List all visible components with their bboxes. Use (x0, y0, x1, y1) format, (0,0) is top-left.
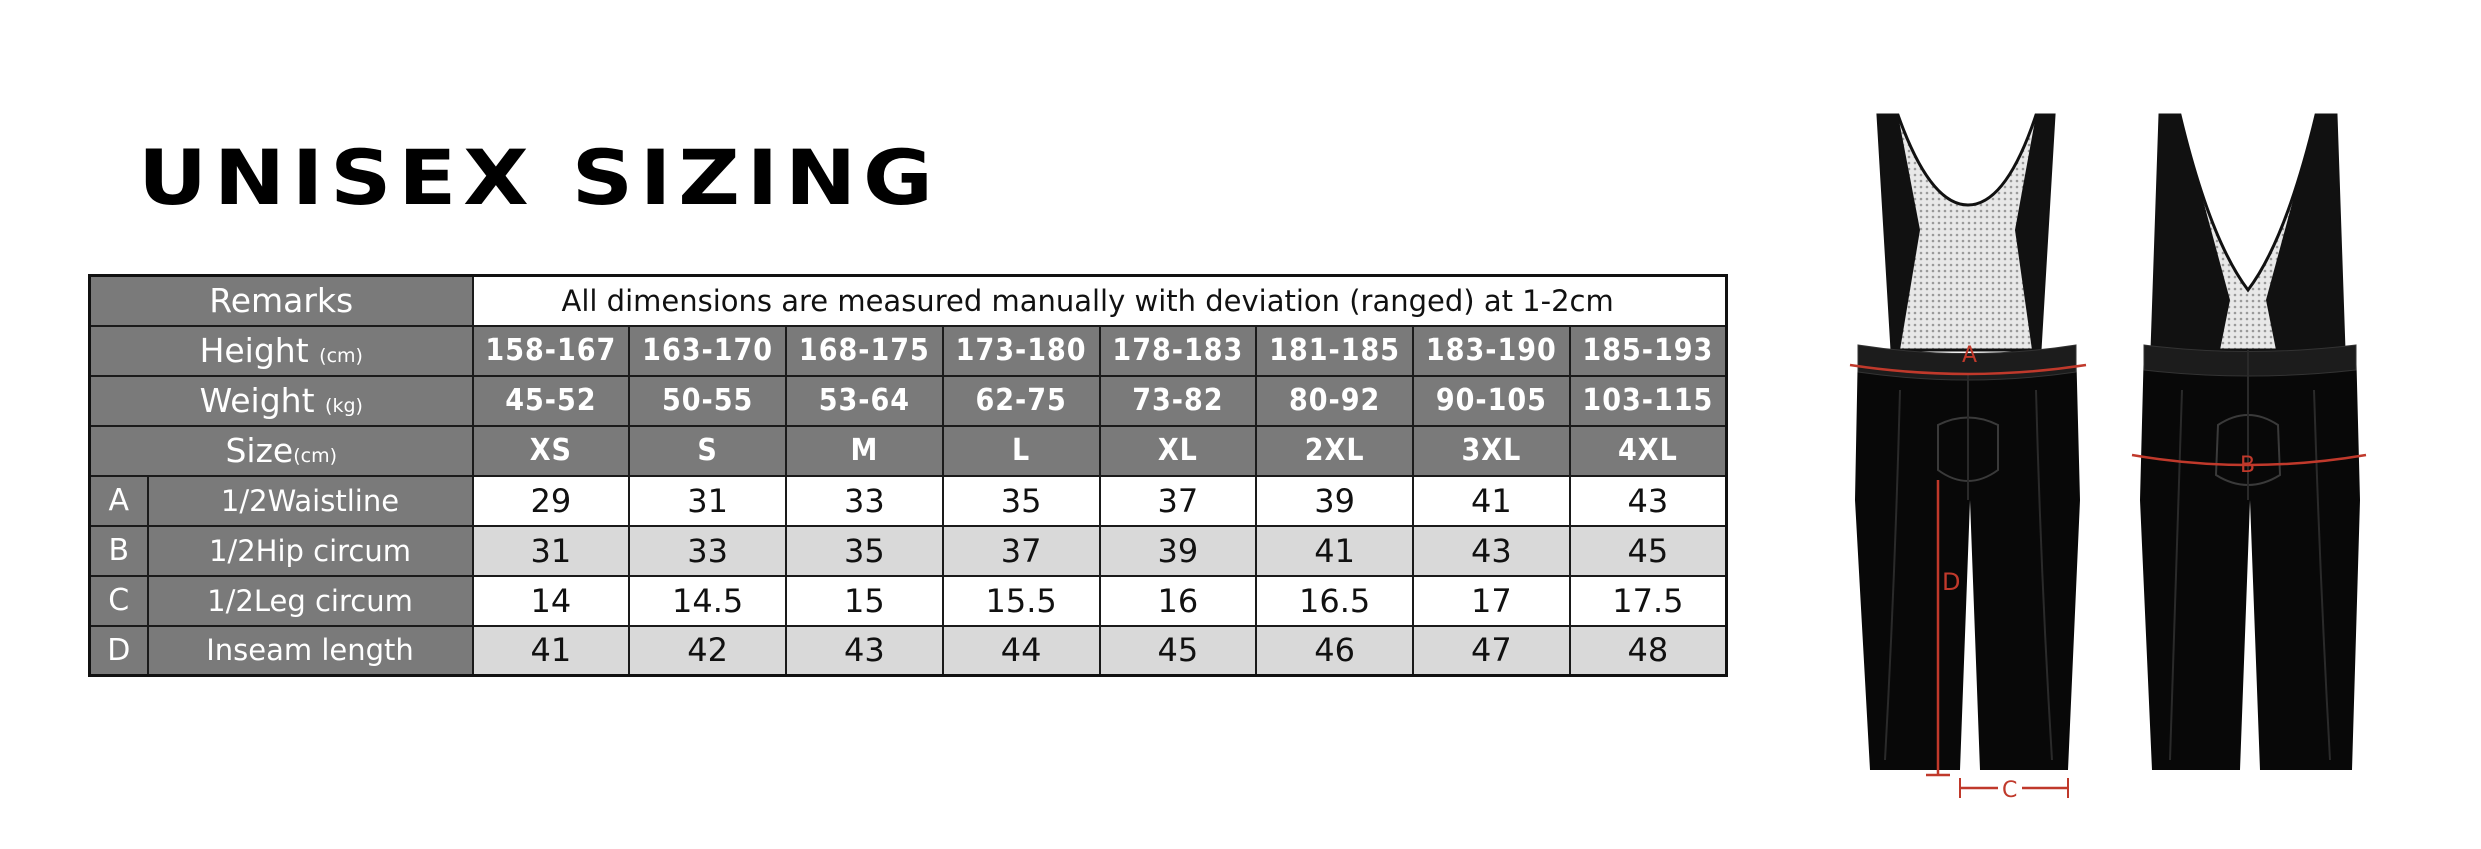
measurement-value: 33 (629, 526, 786, 576)
marker-b-label: B (2240, 453, 2256, 478)
height-cell: 173-180 (943, 326, 1100, 376)
weight-cell: 90-105 (1413, 376, 1570, 426)
weight-cell: 80-92 (1256, 376, 1413, 426)
marker-a-label: A (1962, 343, 1978, 368)
measurement-value: 44 (943, 626, 1100, 676)
measurement-letter: D (90, 626, 148, 676)
remarks-row (90, 276, 1727, 326)
size-row (90, 426, 1727, 476)
measurement-value: 16.5 (1256, 576, 1413, 626)
measurement-value: 45 (1570, 526, 1727, 576)
measurement-letter: A (90, 476, 148, 526)
weight-cell: 73-82 (1100, 376, 1257, 426)
size-cell: L (943, 426, 1100, 476)
measurement-letter: B (90, 526, 148, 576)
measurement-value: 33 (786, 476, 943, 526)
measurement-row-d (90, 626, 1727, 676)
height-cell: 178-183 (1100, 326, 1257, 376)
height-cell: 185-193 (1570, 326, 1727, 376)
measurement-value: 37 (1100, 476, 1257, 526)
measurement-row-c (90, 576, 1727, 626)
measurement-label: 1/2Leg circum (148, 576, 473, 626)
size-cell: XS (473, 426, 630, 476)
size-chart-table (88, 274, 1728, 677)
measurement-value: 31 (629, 476, 786, 526)
measurement-row-a (90, 476, 1727, 526)
weight-label: Weight (kg) (90, 376, 473, 426)
height-cell: 163-170 (629, 326, 786, 376)
measurement-value: 31 (473, 526, 630, 576)
weight-row (90, 376, 1727, 426)
measurement-value: 29 (473, 476, 630, 526)
measurement-value: 16 (1100, 576, 1257, 626)
measurement-value: 14.5 (629, 576, 786, 626)
measurement-value: 37 (943, 526, 1100, 576)
measurement-value: 43 (1413, 526, 1570, 576)
measurement-value: 43 (786, 626, 943, 676)
bib-tights-illustration (1840, 100, 2400, 800)
remarks-text: All dimensions are measured manually with deviation (ranged) at 1-2cm (473, 276, 1727, 326)
measurement-value: 35 (943, 476, 1100, 526)
weight-cell: 50-55 (629, 376, 786, 426)
measurement-row-b (90, 526, 1727, 576)
weight-cell: 62-75 (943, 376, 1100, 426)
measurement-value: 48 (1570, 626, 1727, 676)
measurement-value: 14 (473, 576, 630, 626)
measurement-value: 42 (629, 626, 786, 676)
remarks-label: Remarks (90, 276, 473, 326)
height-row (90, 326, 1727, 376)
measurement-value: 41 (473, 626, 630, 676)
measurement-letter: C (90, 576, 148, 626)
measurement-value: 41 (1256, 526, 1413, 576)
size-cell: M (786, 426, 943, 476)
measurement-value: 15.5 (943, 576, 1100, 626)
size-cell: 2XL (1256, 426, 1413, 476)
height-label: Height (cm) (90, 326, 473, 376)
weight-cell: 53-64 (786, 376, 943, 426)
size-cell: XL (1100, 426, 1257, 476)
measurement-label: 1/2Hip circum (148, 526, 473, 576)
size-label: Size(cm) (90, 426, 473, 476)
weight-cell: 45-52 (473, 376, 630, 426)
measurement-value: 35 (786, 526, 943, 576)
weight-cell: 103-115 (1570, 376, 1727, 426)
height-cell: 168-175 (786, 326, 943, 376)
size-cell: 4XL (1570, 426, 1727, 476)
front-view (1850, 115, 2086, 800)
measurement-value: 43 (1570, 476, 1727, 526)
marker-d-label: D (1942, 568, 1961, 596)
marker-c-label: C (2002, 778, 2018, 800)
measurement-value: 45 (1100, 626, 1257, 676)
measurement-value: 17.5 (1570, 576, 1727, 626)
height-cell: 183-190 (1413, 326, 1570, 376)
size-cell: S (629, 426, 786, 476)
page-title: UNISEX SIZING (138, 133, 940, 222)
measurement-value: 46 (1256, 626, 1413, 676)
measurement-value: 17 (1413, 576, 1570, 626)
measurement-value: 39 (1256, 476, 1413, 526)
bib-tights-diagram (1840, 100, 2400, 800)
back-view (2132, 115, 2366, 770)
measurement-value: 47 (1413, 626, 1570, 676)
measurement-label: 1/2Waistline (148, 476, 473, 526)
measurement-label: Inseam length (148, 626, 473, 676)
measurement-value: 15 (786, 576, 943, 626)
measurement-value: 39 (1100, 526, 1257, 576)
height-cell: 158-167 (473, 326, 630, 376)
height-cell: 181-185 (1256, 326, 1413, 376)
measurement-value: 41 (1413, 476, 1570, 526)
size-cell: 3XL (1413, 426, 1570, 476)
